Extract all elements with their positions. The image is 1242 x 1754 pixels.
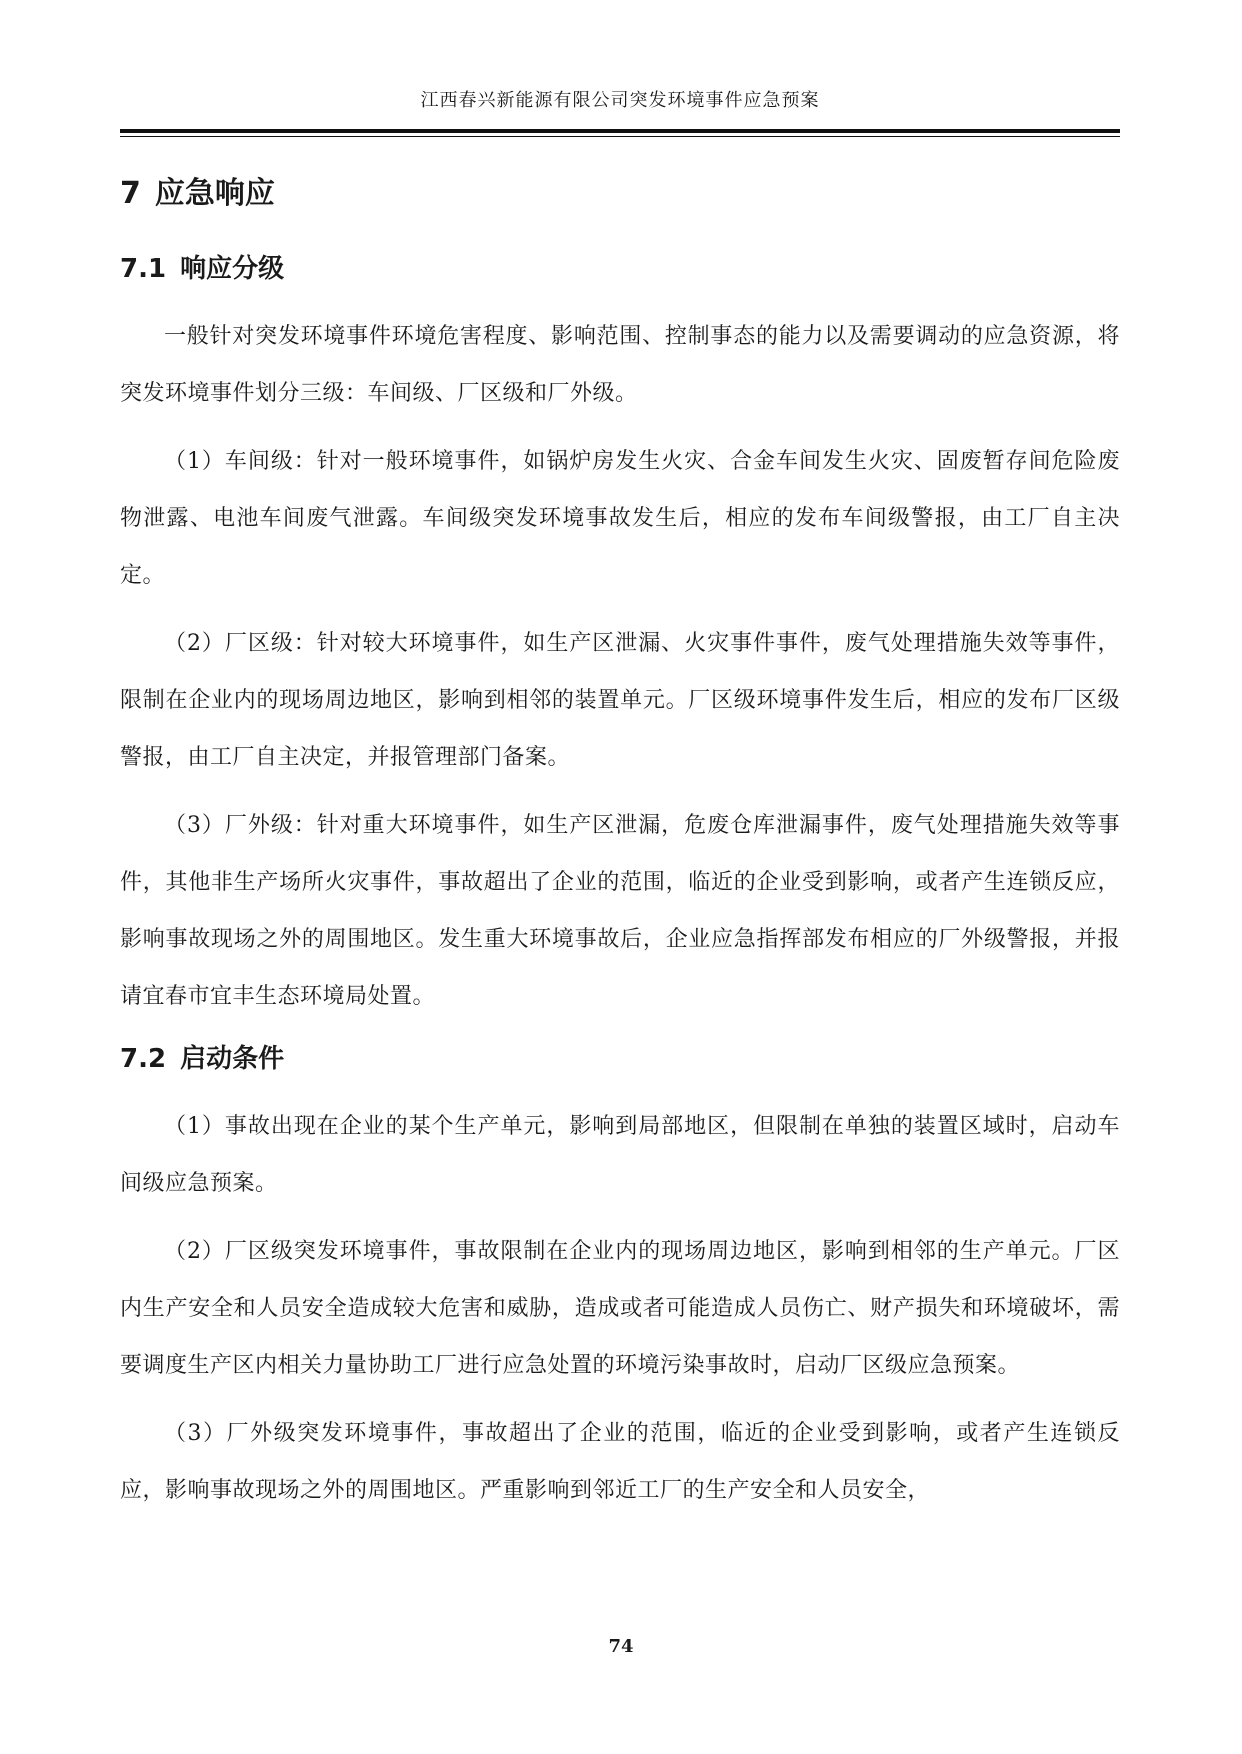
paragraph: （3）厂外级突发环境事件，事故超出了企业的范围，临近的企业受到影响，或者产生连锁反应，影响事故现场之外的周围地区。严重影响到邻近工厂的生产安全和人员安全， <box>120 1421 1120 1503</box>
header-rule-thin <box>120 136 1120 137</box>
section-number: 7.2 <box>120 1044 167 1074</box>
paragraph: （2）厂区级：针对较大环境事件，如生产区泄漏、火灾事件事件，废气处理措施失效等事件，限制在企业内的现场周边地区，影响到相邻的装置单元。厂区级环境事件发生后，相应的发布厂区级警报，由工厂自主决定，并报管理部门备案。 <box>120 631 1120 770</box>
chapter-number: 7 <box>120 176 141 211</box>
running-header: 江西春兴新能源有限公司突发环境事件应急预案 <box>420 90 820 111</box>
section-body-7-2 <box>120 1098 1120 1519</box>
section-body-7-1 <box>120 308 1120 1025</box>
paragraph: （1）事故出现在企业的某个生产单元，影响到局部地区，但限制在单独的装置区域时，启动车间级应急预案。 <box>120 1114 1120 1196</box>
paragraph: 一般针对突发环境事件环境危害程度、影响范围、控制事态的能力以及需要调动的应急资源，将突发环境事件划分三级：车间级、厂区级和厂外级。 <box>120 324 1120 406</box>
page-body <box>120 170 1120 1530</box>
section-heading-7-2 <box>120 1036 1120 1082</box>
header-rule-thick <box>120 129 1120 133</box>
paragraph: （2）厂区级突发环境事件，事故限制在企业内的现场周边地区，影响到相邻的生产单元。厂区内生产安全和人员安全造成较大危害和威胁，造成或者可能造成人员伤亡、财产损失和环境破坏，需要调度生产区内相关力量协助工厂进行应急处置的环境污染事故时，启动厂区级应急预案。 <box>120 1239 1120 1378</box>
chapter-heading <box>120 170 1120 218</box>
section-heading-7-1 <box>120 246 1120 292</box>
section-title: 启动条件 <box>180 1044 285 1074</box>
section-number: 7.1 <box>120 254 167 284</box>
paragraph: （3）厂外级：针对重大环境事件，如生产区泄漏，危废仓库泄漏事件，废气处理措施失效等事件，其他非生产场所火灾事件，事故超出了企业的范围，临近的企业受到影响，或者产生连锁反应，影响事故现场之外的周围地区。发生重大环境事故后，企业应急指挥部发布相应的厂外级警报，并报请宜春市宜丰生态环境局处置。 <box>120 813 1120 1009</box>
paragraph: （1）车间级：针对一般环境事件，如锅炉房发生火灾、合金车间发生火灾、固废暂存间危险废物泄露、电池车间废气泄露。车间级突发环境事故发生后，相应的发布车间级警报，由工厂自主决定。 <box>120 449 1120 588</box>
chapter-title: 应急响应 <box>154 176 275 211</box>
section-title: 响应分级 <box>180 254 285 284</box>
page-number: 74 <box>608 1636 634 1657</box>
